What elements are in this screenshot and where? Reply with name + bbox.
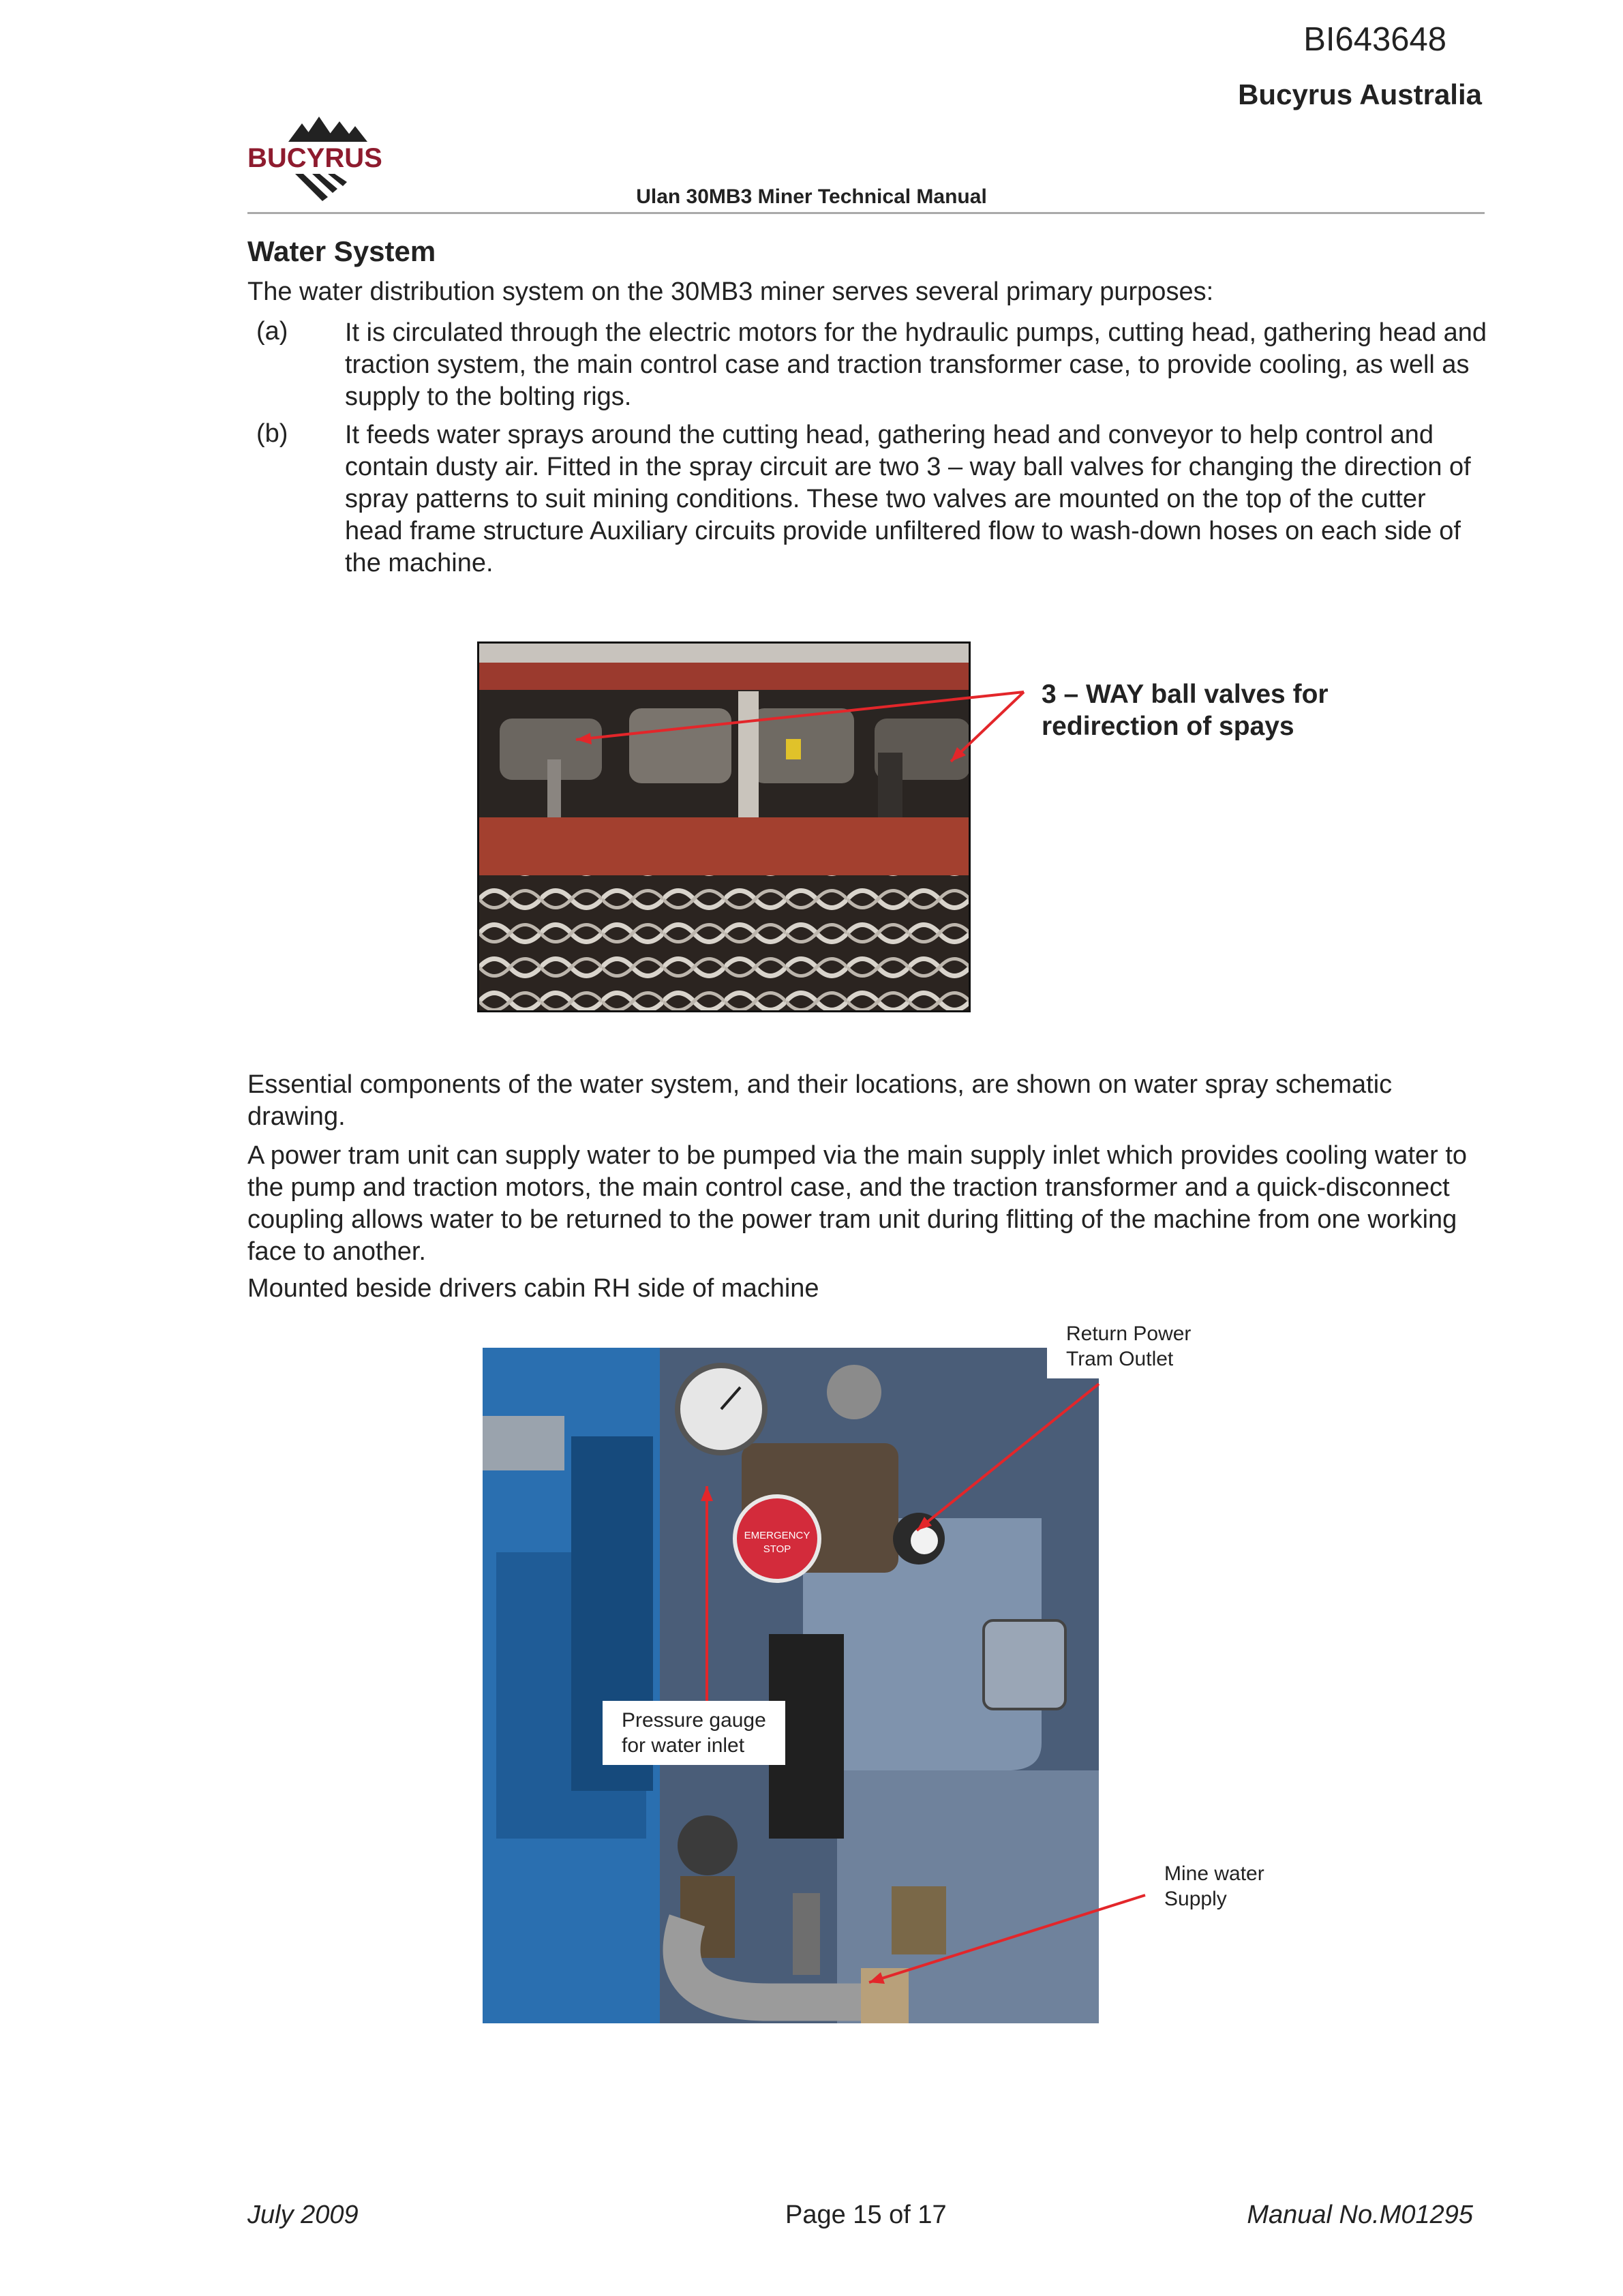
emergency-stop-text: STOP bbox=[763, 1543, 791, 1555]
pressure-gauge-label bbox=[603, 1701, 785, 1765]
list-item-text: It is circulated through the electric motors for the hydraulic pumps, cutting head, gathering head and traction system, the main control case and traction transformer case, to provide cooling, as well as supply to the bolting rigs. bbox=[345, 318, 1487, 411]
label-line: Pressure gauge bbox=[622, 1709, 766, 1732]
label-line: Mine water bbox=[1164, 1862, 1264, 1885]
ball-valves-callout bbox=[1042, 678, 1329, 742]
emergency-stop-text: EMERGENCY bbox=[744, 1530, 810, 1541]
water-inlet-panel-photo bbox=[483, 1348, 1099, 2023]
label-line: Return Power bbox=[1066, 1323, 1192, 1345]
footer-date: July 2009 bbox=[247, 2201, 359, 2229]
label-line: Supply bbox=[1164, 1888, 1227, 1910]
company-name: Bucyrus Australia bbox=[1238, 78, 1482, 110]
body-paragraph: Essential components of the water system, and their locations, are shown on water spray schematic drawing. bbox=[247, 1070, 1393, 1131]
section-title: Water System bbox=[247, 235, 436, 267]
label-line: Tram Outlet bbox=[1066, 1348, 1174, 1370]
logo-wordmark: BUCYRUS bbox=[247, 143, 382, 173]
intro-paragraph: The water distribution system on the 30MB3 miner serves several primary purposes: bbox=[247, 277, 1214, 306]
mine-water-supply-label bbox=[1145, 1854, 1267, 1918]
footer-manual-number: Manual No.M01295 bbox=[1247, 2201, 1473, 2229]
document-id: BI643648 bbox=[1303, 21, 1446, 58]
list-item-label: (b) bbox=[256, 419, 288, 448]
footer-page-number: Page 15 of 17 bbox=[785, 2201, 947, 2229]
header-divider bbox=[247, 212, 1485, 214]
list-item-label: (a) bbox=[256, 317, 288, 346]
ball-valves-photo bbox=[477, 641, 971, 1012]
list-item-text: It feeds water sprays around the cutting head, gathering head and conveyor to help control and contain dusty air. Fitted in the spray circuit are two 3 – way ball valves for changing the direction of spray patterns to suit mining conditions. These two valves are mounted on the top of the cutter head frame structure Auxiliary circuits provide unfiltered flow to wash-down hoses on each side of the machine. bbox=[345, 421, 1471, 577]
callout-line: redirection of spays bbox=[1042, 712, 1294, 741]
body-paragraph: Mounted beside drivers cabin RH side of machine bbox=[247, 1274, 819, 1303]
manual-title: Ulan 30MB3 Miner Technical Manual bbox=[636, 185, 987, 208]
return-outlet-label bbox=[1047, 1314, 1210, 1378]
body-paragraph: A power tram unit can supply water to be pumped via the main supply inlet which provides cooling water to the pump and traction motors, the main control case, and the traction transformer and a quick-disconnect coupling allows water to be returned to the power tram unit during flitting of the machine from one working face to another. bbox=[247, 1141, 1468, 1266]
callout-line: 3 – WAY ball valves for bbox=[1042, 680, 1329, 709]
label-line: for water inlet bbox=[622, 1734, 745, 1757]
